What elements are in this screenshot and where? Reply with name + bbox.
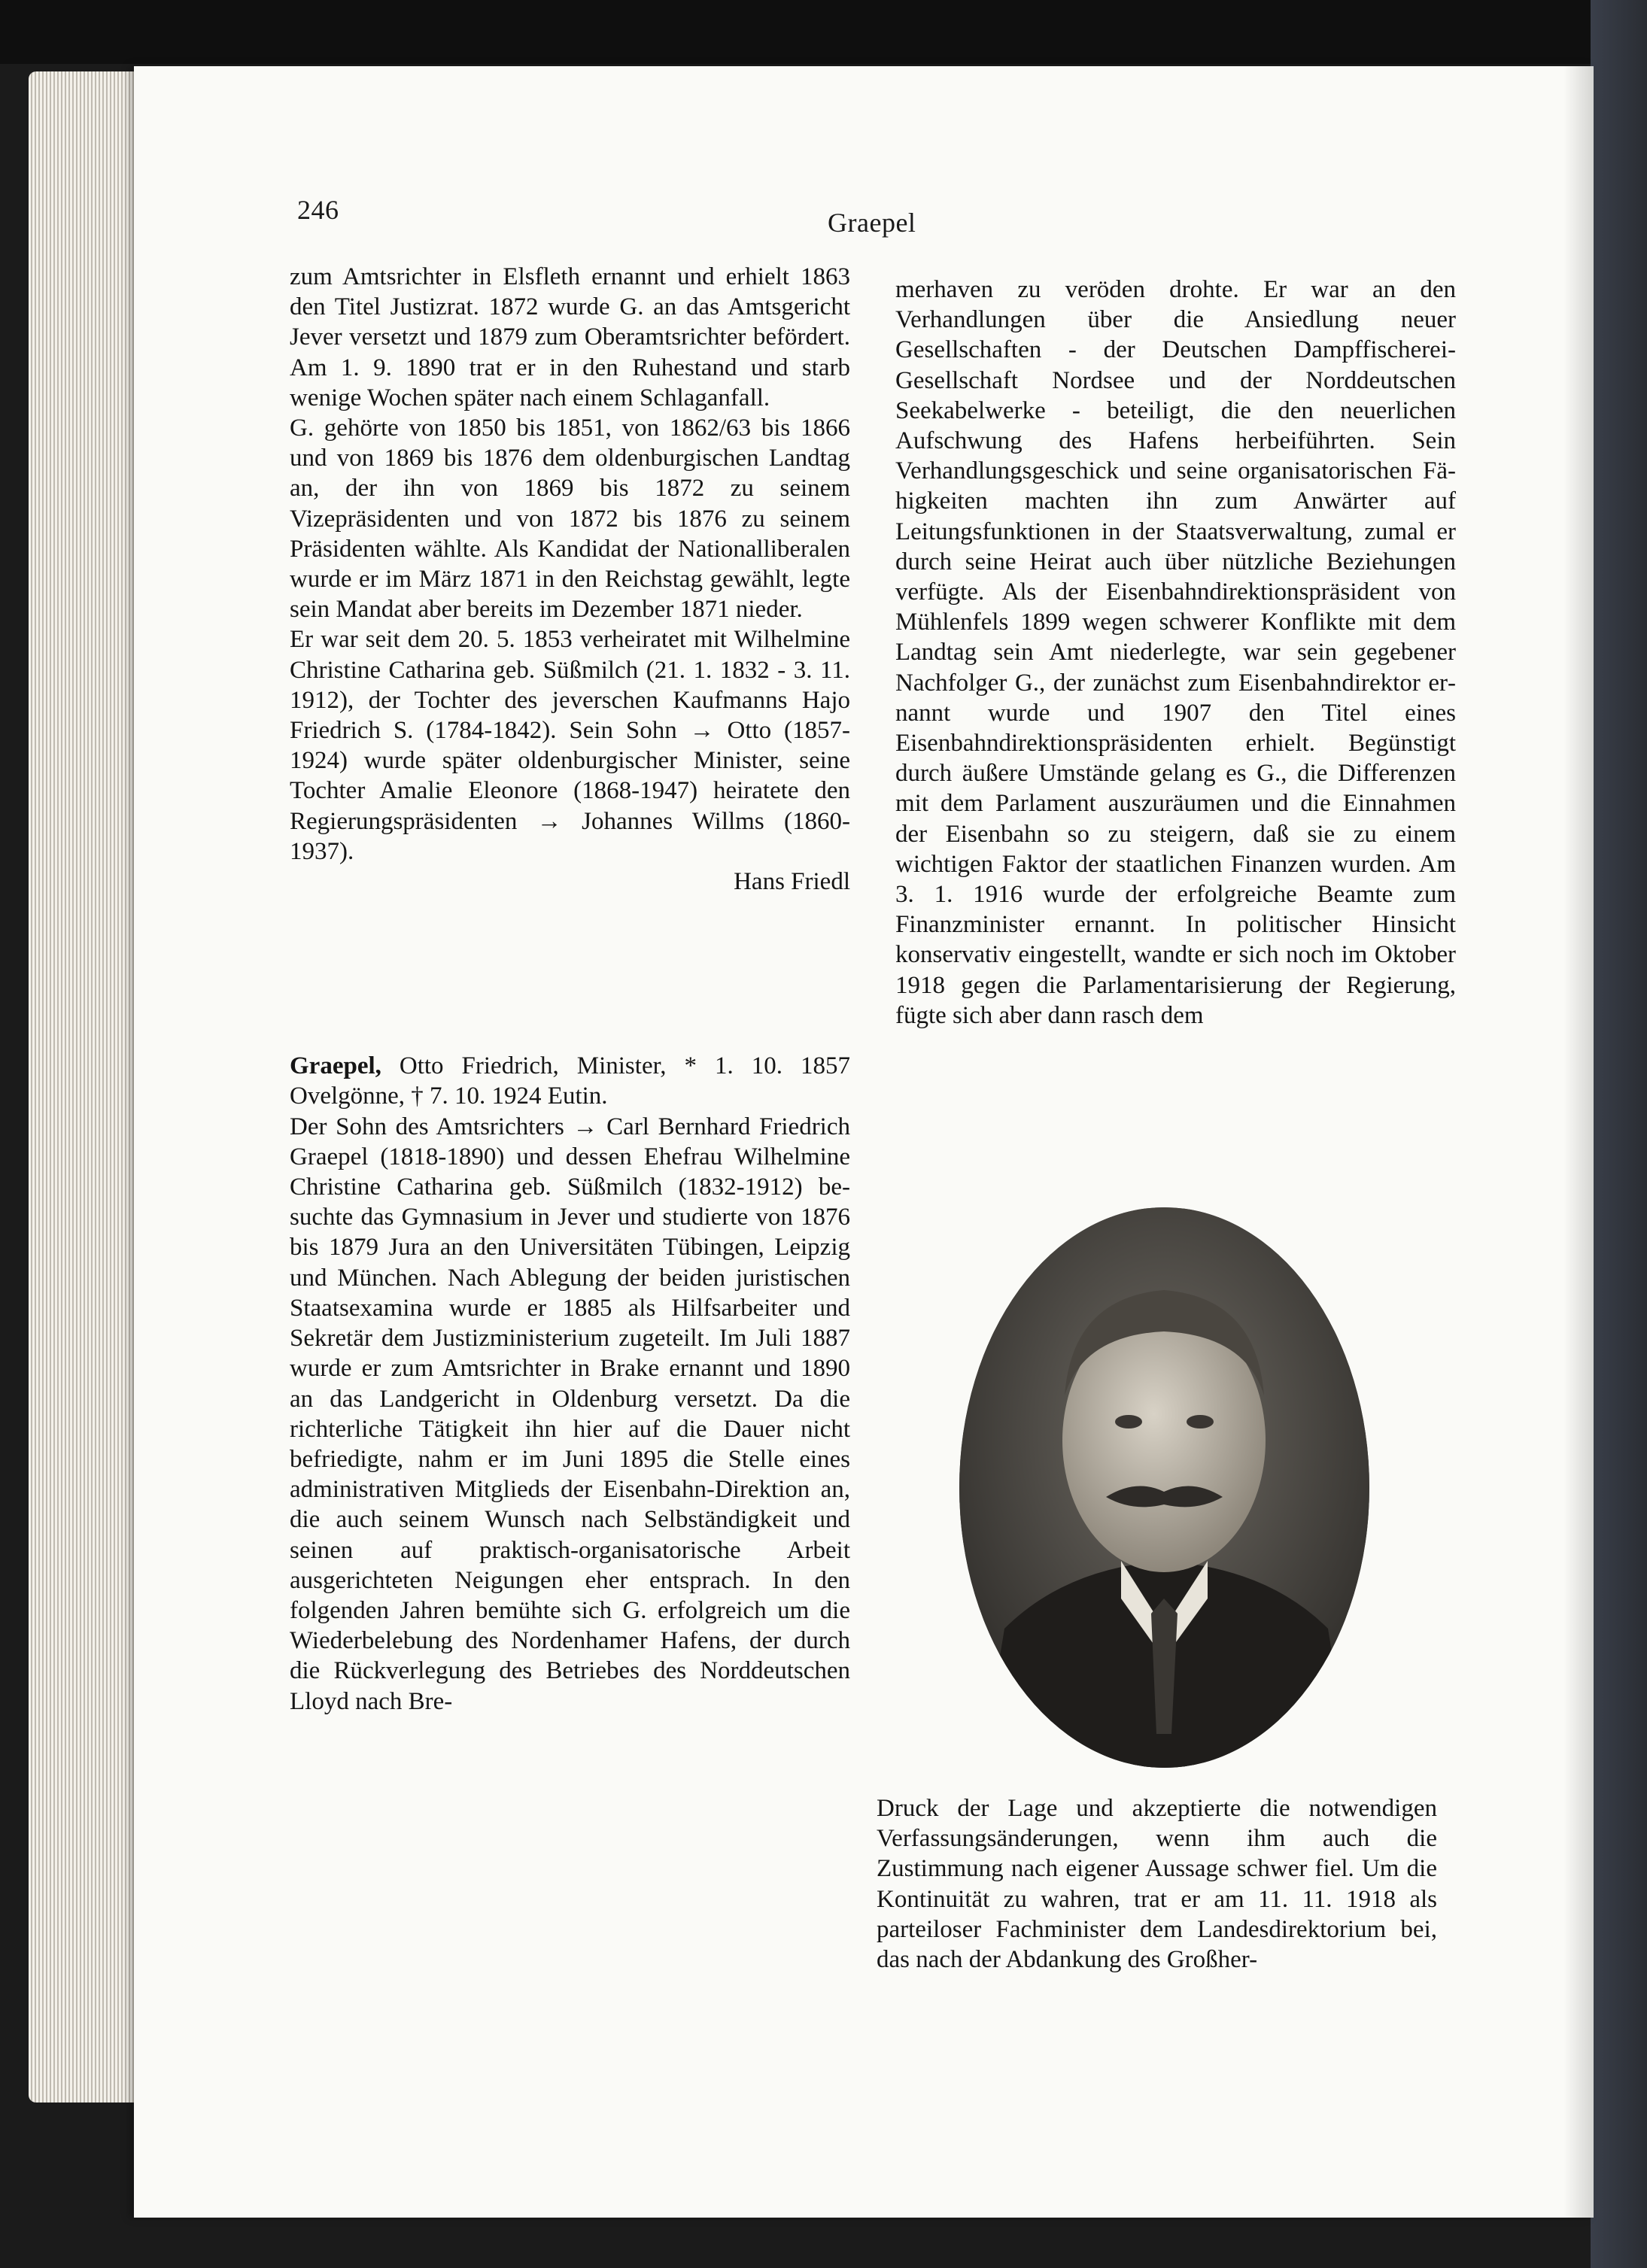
- running-head: Graepel: [828, 208, 916, 238]
- entry-intro: Otto Friedrich, Minister, * 1. 10. 1857 Ovelgönne, † 7. 10. 1924 Eutin.: [290, 1052, 850, 1110]
- paragraph: Druck der Lage und akzeptierte die notwendigen Verfassungsänderungen, wenn ihm auch die Zustimmung nach eigener Aussage schwer fiel. Um die Kontinuität zu wahren, trat er am 11. 11. 1918 als parteiloser Fachminister dem Landesdirektorium bei, das nach der Abdankung des Großher-: [877, 1795, 1437, 1974]
- left-column: [290, 262, 850, 1717]
- paragraph: G. gehörte von 1850 bis 1851, von 1862/63 bis 1866 und von 1869 bis 1876 dem oldenburgischen Landtag an, der ihn von 1869 bis 1872 zu seinem Vizepräsidenten und von 1872 bis 1876 zu seinem Präsidenten wählte. Als Kandidat der Nationalliberalen wurde er im März 1871 in den Reichstag gewählt, legte sein Mandat aber bereits im Dezember 1871 nieder.: [290, 414, 850, 624]
- right-column-top: [895, 275, 1456, 1031]
- book-cover-edge: [1591, 0, 1647, 2268]
- page-number: 246: [297, 195, 339, 225]
- portrait-photo: [959, 1207, 1369, 1768]
- page-stack-edge: [29, 71, 141, 2103]
- spacer: [290, 897, 850, 1051]
- paragraph: Der Sohn des Amtsrichters → Carl Bernhard Friedrich Graepel (1818-1890) und dessen Ehefrau Wilhelmine Christine Catharina geb. Süßmilch (1832-1912) besuchte das Gymnasium in Jever und studierte von 1876 bis 1879 Jura an den Universitäten Tübingen, Leipzig und München. Nach Ablegung der beiden juristischen Staatsexamina wurde er 1885 als Hilfsarbeiter und Sekretär dem Justizministerium zugeteilt. Im Juli 1887 wurde er zum Amtsrichter in Brake ernannt und 1890 an das Landgericht in Oldenburg versetzt. Da die richterliche Tätigkeit ihn hier auf die Dauer nicht befriedigte, nahm er im Juni 1895 die Stelle eines administrativen Mitglieds der Eisenbahn-Direktion an, die auch seinem Wunsch nach Selbständigkeit und seinen auf praktisch-organisatorische Arbeit ausgerichteten Neigungen eher entsprach. In den folgenden Jahren bemühte sich G. erfolgreich um die Wiederbelebung des Nordenhamer Hafens, der durch die Rückverlegung des Betriebes des Norddeutschen Lloyd nach Bre-: [290, 1113, 850, 1715]
- right-column-bottom: [877, 1793, 1437, 1975]
- portrait-image: [959, 1207, 1369, 1768]
- author-signature: Hans Friedl: [734, 868, 850, 896]
- paragraph: zum Amtsrichter in Elsfleth ernannt und erhielt 1863 den Titel Justizrat. 1872 wurde G. an das Amtsgericht Jever versetzt und 1879 zum Oberamtsrichter befördert. Am 1. 9. 1890 trat er in den Ruhestand und starb wenige Wochen später nach einem Schlaganfall.: [290, 263, 850, 411]
- entry-headword: Graepel,: [290, 1052, 381, 1080]
- page-shading: [1563, 66, 1594, 2218]
- entry-header: [290, 1051, 850, 1111]
- paragraph: Er war seit dem 20. 5. 1853 verheiratet mit Wilhelmine Christine Catharina geb. Süßmilch (21. 1. 1832 - 3. 11. 1912), der Tochter des jeverschen Kaufmanns Hajo Friedrich S. (1784-1842). Sein Sohn → Otto (1857-1924) wurde später oldenburgischer Minister, seine Tochter Amalie Eleonore (1868-1947) heiratete den Regierungspräsidenten → Johannes Willms (1860-1937).: [290, 626, 850, 865]
- scan-background: [0, 0, 1647, 64]
- paragraph: merhaven zu veröden drohte. Er war an den Verhandlungen über die Ansiedlung neuer Gesellschaften - der Deutschen Dampffischerei-Gesellschaft Nordsee und der Norddeutschen Seekabelwerke - beteiligt, die den neuerlichen Aufschwung des Hafens herbeiführten. Sein Verhandlungsgeschick und seine organisatorischen Fähigkeiten machten ihn zum Anwärter auf Leitungsfunktionen in der Staatsverwaltung, zumal er durch seine Heirat auch über nützliche Beziehungen verfügte. Als der Eisenbahndirektionspräsident von Mühlenfels 1899 wegen schwerer Konflikte mit dem Landtag sein Amt niederlegte, war sein gegebener Nachfolger G., der zunächst zum Eisenbahndirektor ernannt wurde und 1907 den Titel eines Eisenbahndirektionspräsidenten erhielt. Begünstigt durch äußere Umstände gelang es G., die Differenzen mit dem Parlament auszuräumen und die Einnahmen der Eisenbahn so zu steigern, daß sie zu einem wichtigen Faktor der staatlichen Finanzen wurden. Am 3. 1. 1916 wurde der erfolgreiche Beamte zum Finanzminister ernannt. In politischer Hinsicht konservativ eingestellt, wandte er sich noch im Oktober 1918 gegen die Parlamentarisierung der Regierung, fügte sich aber dann rasch dem: [895, 276, 1456, 1029]
